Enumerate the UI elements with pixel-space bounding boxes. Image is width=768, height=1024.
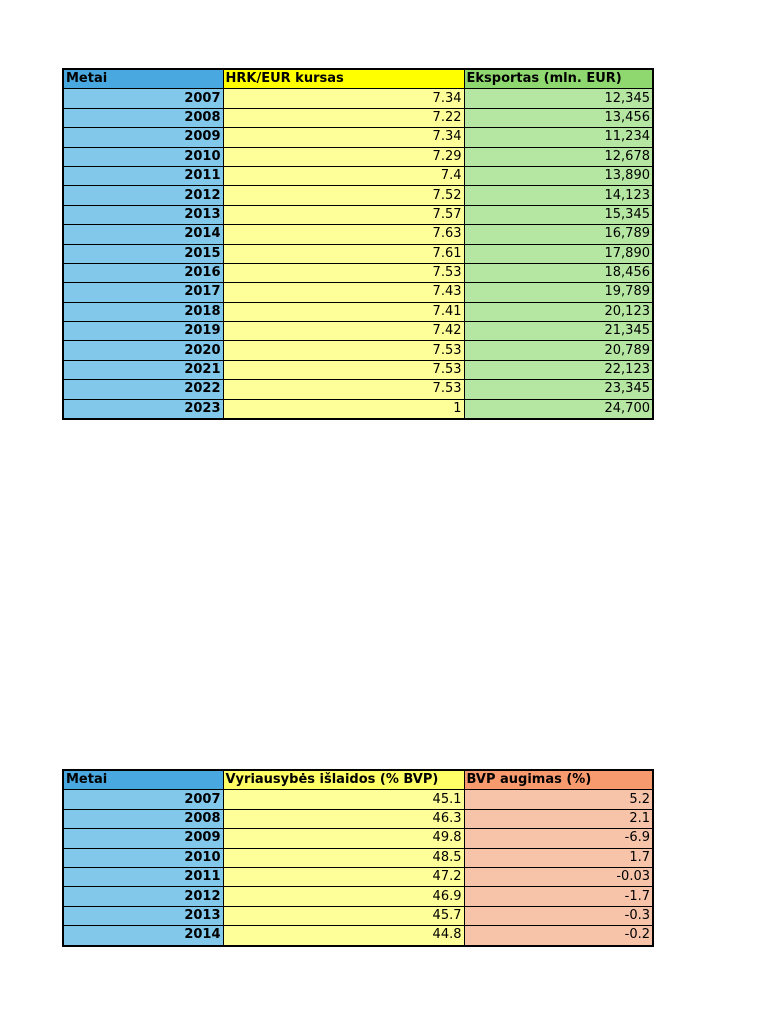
gov-spending-cell[interactable]: 44.8	[223, 926, 464, 946]
table-row	[63, 867, 653, 886]
gdp-growth-header[interactable]: BVP augimas (%)	[464, 770, 653, 790]
table-row	[63, 89, 653, 108]
gov-spending-cell[interactable]: 45.7	[223, 906, 464, 925]
gov-spending-cell[interactable]: 47.2	[223, 867, 464, 886]
table-row	[63, 283, 653, 302]
gdp-growth-cell[interactable]: 2.1	[464, 809, 653, 828]
year-header[interactable]: Metai	[63, 770, 223, 790]
exports-cell[interactable]: 24,700	[464, 399, 653, 419]
year-cell[interactable]: 2009	[63, 128, 223, 147]
table-header-row	[63, 69, 653, 89]
rate-cell[interactable]: 7.53	[223, 360, 464, 379]
exports-cell[interactable]: 22,123	[464, 360, 653, 379]
exports-cell[interactable]: 15,345	[464, 205, 653, 224]
year-cell[interactable]: 2019	[63, 322, 223, 341]
exports-cell[interactable]: 12,678	[464, 147, 653, 166]
rate-cell[interactable]: 7.53	[223, 341, 464, 360]
year-cell[interactable]: 2023	[63, 399, 223, 419]
year-cell[interactable]: 2021	[63, 360, 223, 379]
year-cell[interactable]: 2014	[63, 225, 223, 244]
year-cell[interactable]: 2009	[63, 829, 223, 848]
gov-spending-cell[interactable]: 49.8	[223, 829, 464, 848]
table-row	[63, 322, 653, 341]
exports-cell[interactable]: 16,789	[464, 225, 653, 244]
year-header[interactable]: Metai	[63, 69, 223, 89]
year-cell[interactable]: 2015	[63, 244, 223, 263]
year-cell[interactable]: 2008	[63, 108, 223, 127]
table-row	[63, 244, 653, 263]
rate-header[interactable]: HRK/EUR kursas	[223, 69, 464, 89]
rate-cell[interactable]: 7.43	[223, 283, 464, 302]
year-cell[interactable]: 2020	[63, 341, 223, 360]
exports-header[interactable]: Eksportas (mln. EUR)	[464, 69, 653, 89]
year-cell[interactable]: 2013	[63, 205, 223, 224]
rate-cell[interactable]: 7.41	[223, 302, 464, 321]
year-cell[interactable]: 2017	[63, 283, 223, 302]
gdp-growth-cell[interactable]: -1.7	[464, 887, 653, 906]
table-row	[63, 108, 653, 127]
exports-cell[interactable]: 11,234	[464, 128, 653, 147]
gov-spending-header[interactable]: Vyriausybės išlaidos (% BVP)	[223, 770, 464, 790]
table-header-row	[63, 770, 653, 790]
year-cell[interactable]: 2011	[63, 166, 223, 185]
table-row	[63, 906, 653, 925]
year-cell[interactable]: 2012	[63, 887, 223, 906]
exports-cell[interactable]: 19,789	[464, 283, 653, 302]
rate-cell[interactable]: 7.4	[223, 166, 464, 185]
rate-cell[interactable]: 7.52	[223, 186, 464, 205]
gdp-growth-cell[interactable]: 1.7	[464, 848, 653, 867]
exports-cell[interactable]: 14,123	[464, 186, 653, 205]
gdp-growth-cell[interactable]: -0.3	[464, 906, 653, 925]
exports-cell[interactable]: 23,345	[464, 380, 653, 399]
table-row	[63, 205, 653, 224]
year-cell[interactable]: 2007	[63, 790, 223, 809]
year-cell[interactable]: 2010	[63, 147, 223, 166]
year-cell[interactable]: 2011	[63, 867, 223, 886]
exports-cell[interactable]: 20,123	[464, 302, 653, 321]
table-row	[63, 399, 653, 419]
exports-cell[interactable]: 21,345	[464, 322, 653, 341]
table-row	[63, 790, 653, 809]
gdp-growth-cell[interactable]: -6.9	[464, 829, 653, 848]
gov-spending-gdp-table	[62, 769, 654, 947]
rate-cell[interactable]: 7.53	[223, 263, 464, 282]
exports-cell[interactable]: 13,890	[464, 166, 653, 185]
table-row	[63, 263, 653, 282]
table-row	[63, 829, 653, 848]
gov-spending-cell[interactable]: 48.5	[223, 848, 464, 867]
rate-cell[interactable]: 7.61	[223, 244, 464, 263]
rate-cell[interactable]: 7.34	[223, 89, 464, 108]
gdp-growth-cell[interactable]: -0.03	[464, 867, 653, 886]
table-row	[63, 302, 653, 321]
table-row	[63, 809, 653, 828]
table-row	[63, 341, 653, 360]
rate-cell[interactable]: 1	[223, 399, 464, 419]
gov-spending-cell[interactable]: 45.1	[223, 790, 464, 809]
year-cell[interactable]: 2013	[63, 906, 223, 925]
year-cell[interactable]: 2016	[63, 263, 223, 282]
gov-spending-cell[interactable]: 46.9	[223, 887, 464, 906]
exports-cell[interactable]: 20,789	[464, 341, 653, 360]
gov-spending-cell[interactable]: 46.3	[223, 809, 464, 828]
table-row	[63, 848, 653, 867]
exchange-rate-exports-table	[62, 68, 654, 420]
year-cell[interactable]: 2012	[63, 186, 223, 205]
table-row	[63, 147, 653, 166]
rate-cell[interactable]: 7.42	[223, 322, 464, 341]
exports-cell[interactable]: 13,456	[464, 108, 653, 127]
year-cell[interactable]: 2007	[63, 89, 223, 108]
table-row	[63, 166, 653, 185]
gdp-growth-cell[interactable]: 5.2	[464, 790, 653, 809]
table-row	[63, 186, 653, 205]
exports-cell[interactable]: 17,890	[464, 244, 653, 263]
rate-cell[interactable]: 7.63	[223, 225, 464, 244]
gdp-growth-cell[interactable]: -0.2	[464, 926, 653, 946]
rate-cell[interactable]: 7.22	[223, 108, 464, 127]
year-cell[interactable]: 2022	[63, 380, 223, 399]
rate-cell[interactable]: 7.29	[223, 147, 464, 166]
table-row	[63, 128, 653, 147]
table-row	[63, 225, 653, 244]
table-row	[63, 887, 653, 906]
rate-cell[interactable]: 7.53	[223, 380, 464, 399]
table-row	[63, 380, 653, 399]
rate-cell[interactable]: 7.34	[223, 128, 464, 147]
year-cell[interactable]: 2010	[63, 848, 223, 867]
table-row	[63, 360, 653, 379]
exports-cell[interactable]: 12,345	[464, 89, 653, 108]
table-row	[63, 926, 653, 946]
rate-cell[interactable]: 7.57	[223, 205, 464, 224]
year-cell[interactable]: 2018	[63, 302, 223, 321]
year-cell[interactable]: 2008	[63, 809, 223, 828]
exports-cell[interactable]: 18,456	[464, 263, 653, 282]
year-cell[interactable]: 2014	[63, 926, 223, 946]
